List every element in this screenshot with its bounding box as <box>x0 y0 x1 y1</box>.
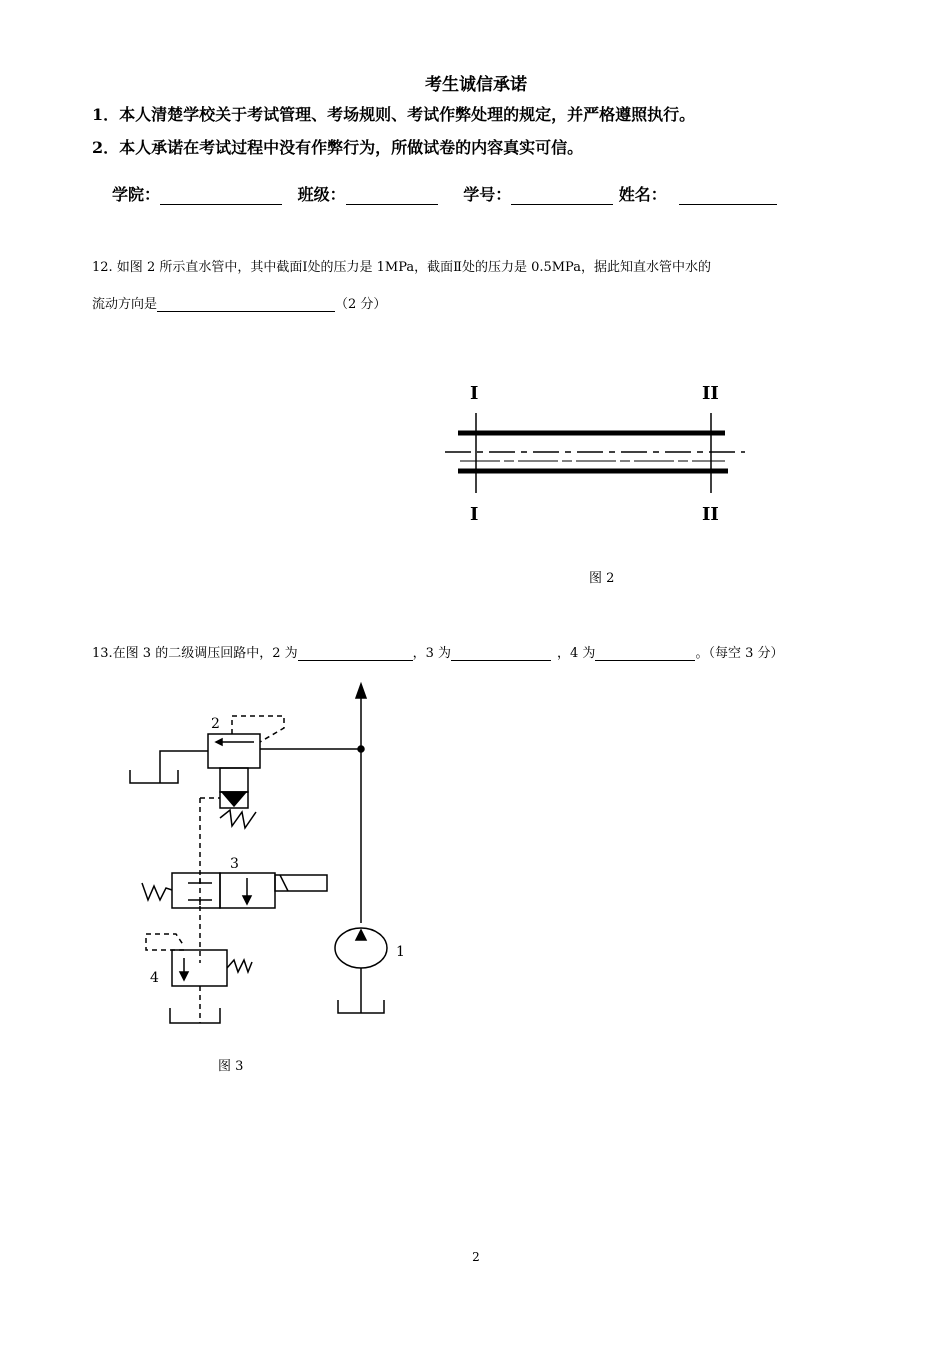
section-2-top-label: II <box>702 383 719 404</box>
valve-2-label: 2 <box>211 716 220 732</box>
pump-1-label: 1 <box>396 944 405 960</box>
supply-arrow-icon <box>356 684 366 698</box>
student-info-fields <box>112 182 787 205</box>
name-field[interactable] <box>679 188 777 205</box>
college-label: 学院： <box>112 185 161 204</box>
q12-text-line2 <box>92 293 386 312</box>
page-number: 2 <box>472 1250 480 1264</box>
q13-part-c: ，4 为 <box>557 646 596 661</box>
figure-2-pipe <box>440 375 750 530</box>
q13-blank-2[interactable] <box>298 647 413 661</box>
q13-text <box>92 642 783 661</box>
figure-3-caption: 图 3 <box>218 1059 244 1074</box>
section-1-bottom-label: I <box>470 504 479 525</box>
q12-text-line1: 12. 如图 2 所示直水管中，其中截面Ⅰ处的压力是 1MPa，截面Ⅱ处的压力是 0.5MPa，据此知直水管中水的 <box>92 260 711 275</box>
directional-valve-3-left <box>172 873 220 908</box>
valve-3-label: 3 <box>230 856 239 872</box>
class-label: 班级： <box>297 185 346 204</box>
class-field[interactable] <box>346 188 438 205</box>
section-1-top-label: I <box>470 383 479 404</box>
pledge-item-2: 2．本人承诺在考试过程中没有作弊行为，所做试卷的内容真实可信。 <box>92 138 584 157</box>
q12-prefix: 流动方向是 <box>92 297 158 312</box>
name-label: 姓名： <box>618 185 667 204</box>
relief-valve-2 <box>208 734 260 768</box>
section-2-bottom-label: II <box>702 504 719 525</box>
q12-answer-blank[interactable] <box>157 298 335 312</box>
q13-part-a: 13.在图 3 的二级调压回路中，2 为 <box>92 646 298 661</box>
figure-2-caption: 图 2 <box>589 571 615 586</box>
q12-suffix: （2 分） <box>335 297 387 312</box>
student-id-label: 学号： <box>463 185 512 204</box>
pledge-title: 考生诚信承诺 <box>425 75 527 95</box>
q13-part-b: ，3 为 <box>412 646 452 661</box>
q13-blank-4[interactable] <box>595 647 695 661</box>
q13-part-d: 。（每空 3 分） <box>695 646 784 661</box>
pledge-item-1: 1．本人清楚学校关于考试管理、考场规则、考试作弊处理的规定，并严格遵照执行。 <box>92 105 696 124</box>
college-field[interactable] <box>160 188 282 205</box>
figure-3-circuit <box>120 678 420 1028</box>
student-id-field[interactable] <box>511 188 613 205</box>
q13-blank-3[interactable] <box>451 647 551 661</box>
valve-4-label: 4 <box>150 970 159 986</box>
